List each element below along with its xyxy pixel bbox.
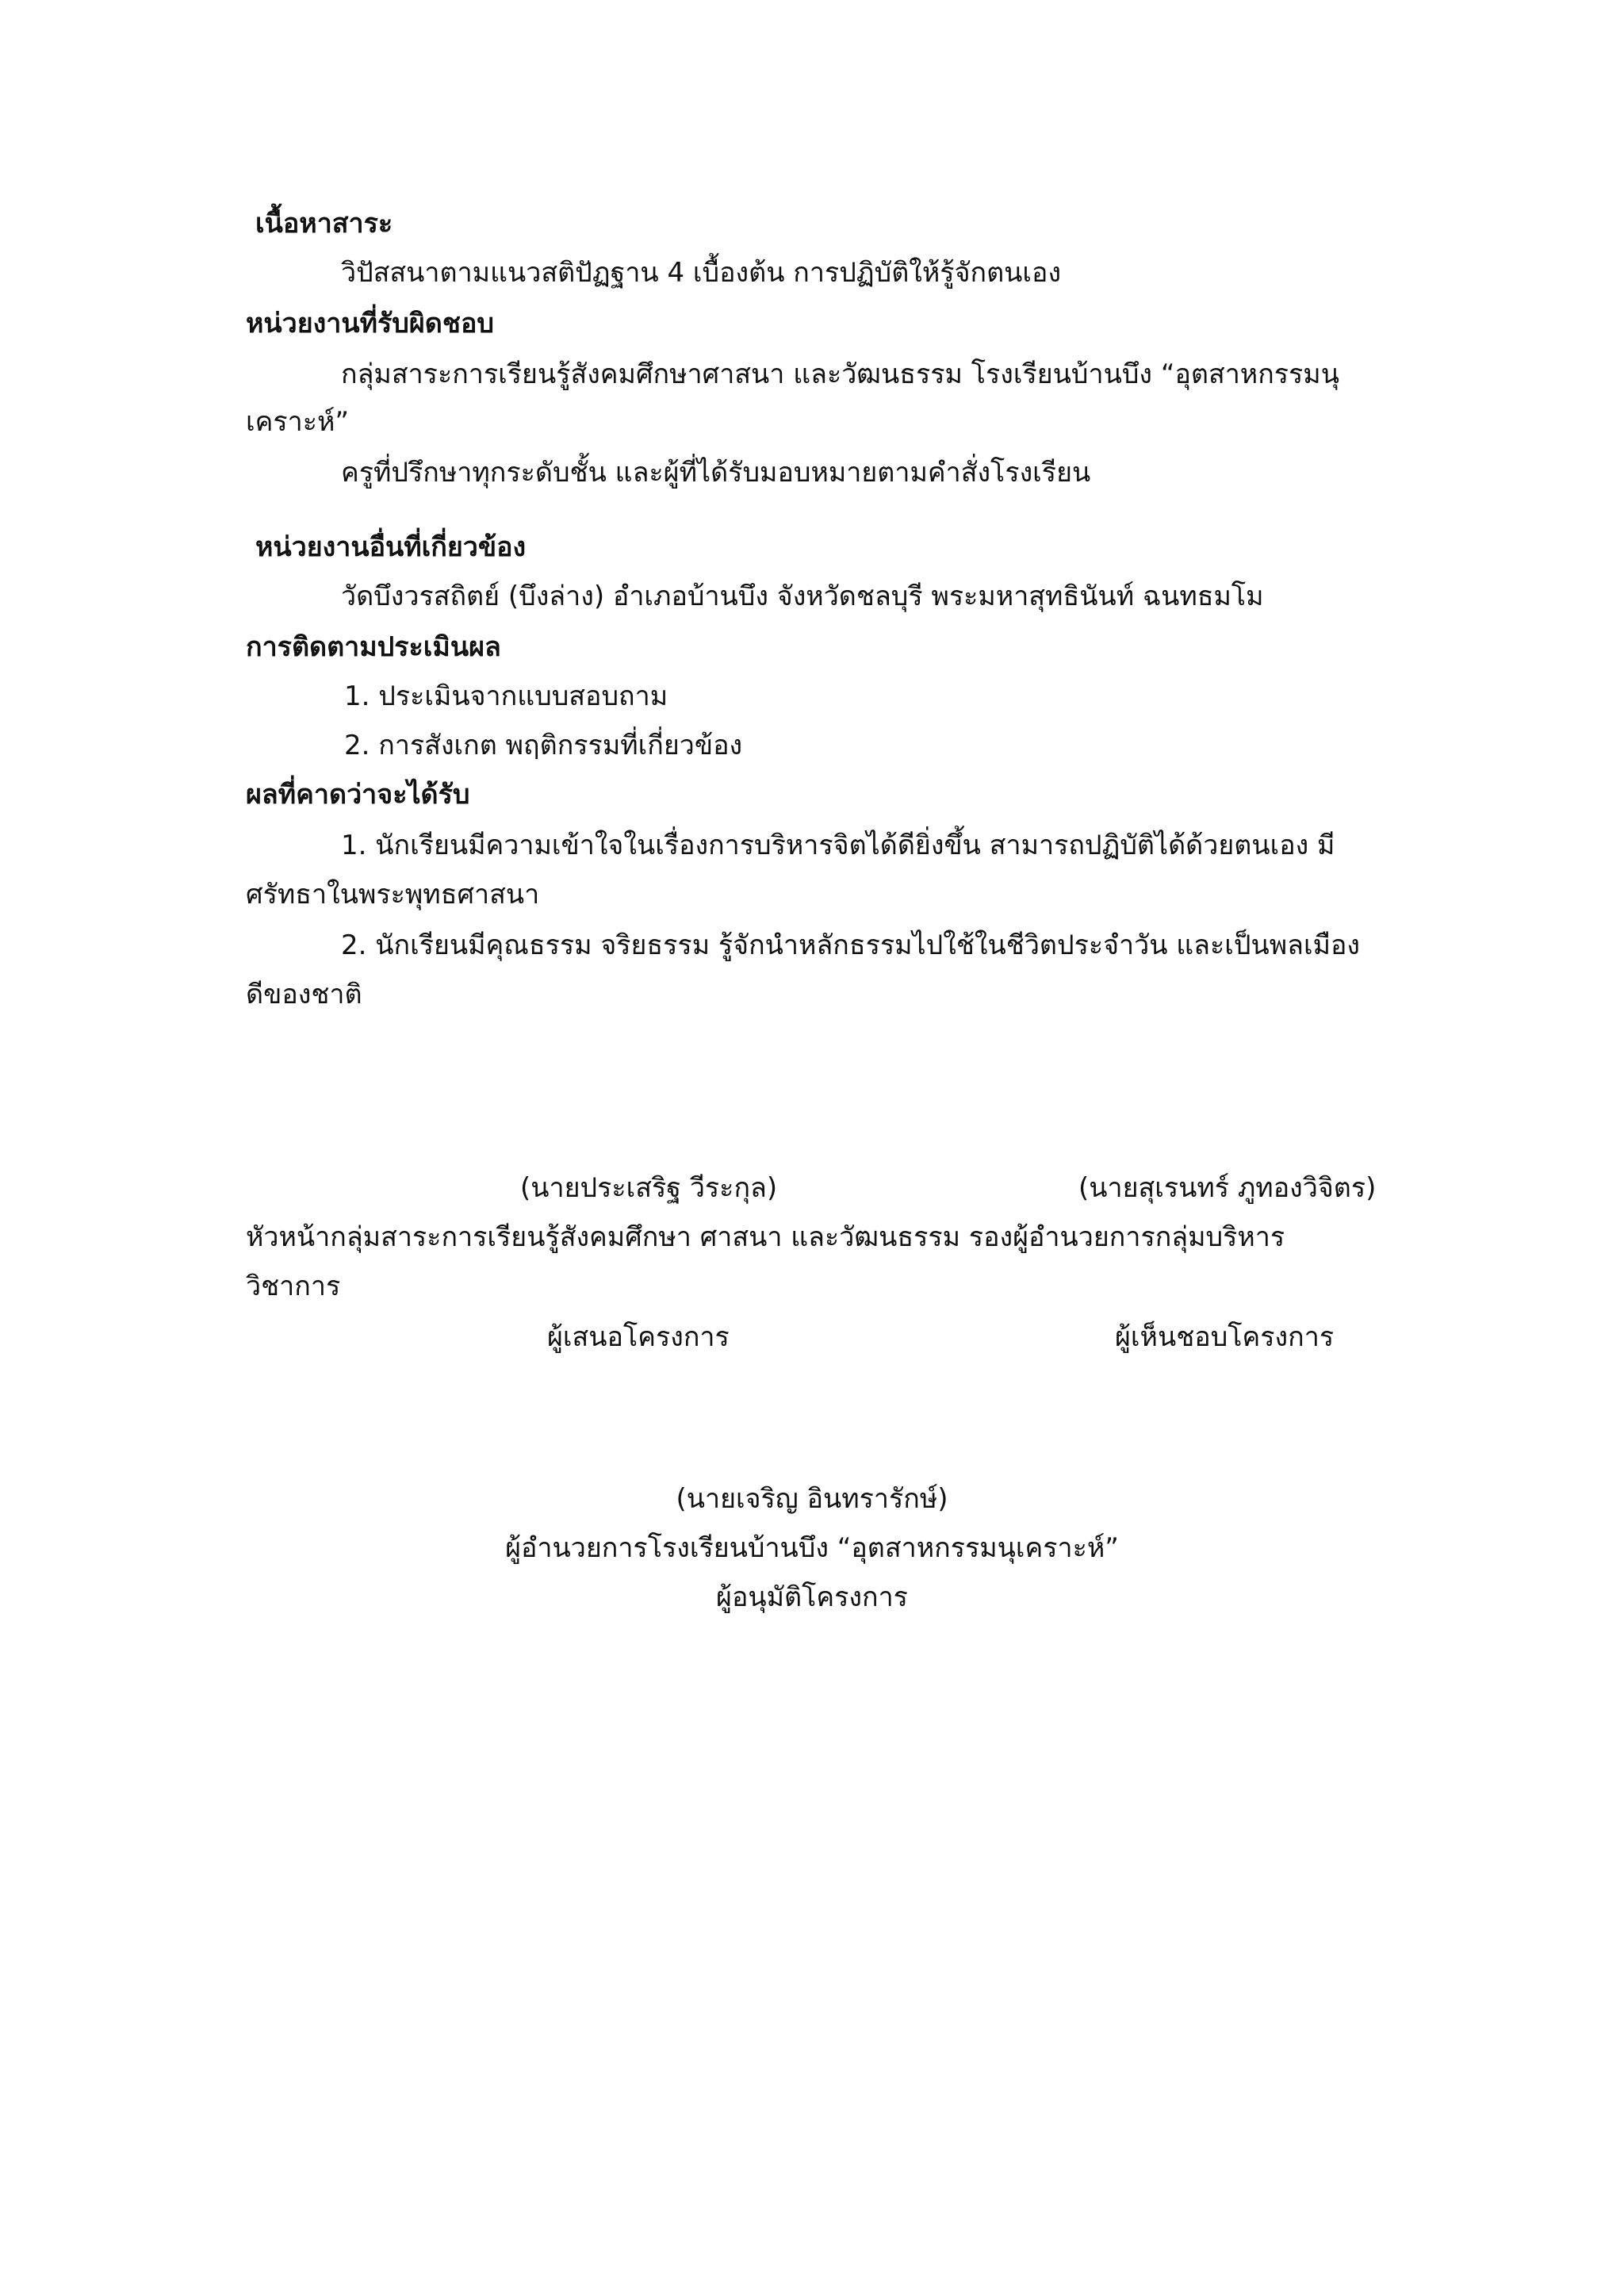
expected-item-1-cont: ศรัทธาในพระพุทธศาสนา bbox=[246, 879, 540, 910]
evaluation-item-2: 2. การสังเกต พฤติกรรมที่เกี่ยวข้อง bbox=[344, 730, 743, 761]
related-text: วัดบึงวรสถิตย์ (บึงล่าง) อำเภอบ้านบึง จังหวัดชลบุรี พระมหาสุทธินันท์ ฉนทธมโม bbox=[341, 581, 1264, 612]
content-heading: เนื้อหาสาระ bbox=[255, 208, 393, 240]
content-text: วิปัสสนาตามแนวสติปัฏฐาน 4 เบื้องต้น การปฏิบัติให้รู้จักตนเอง bbox=[341, 257, 1062, 289]
responsible-line2: ครูที่ปรึกษาทุกระดับชั้น และผู้ที่ได้รับมอบหมายตามคำสั่งโรงเรียน bbox=[341, 457, 1091, 489]
expected-item-2: 2. นักเรียนมีคุณธรรม จริยธรรม รู้จักนำหลักธรรมไปใช้ในชีวิตประจำวัน และเป็นพลเมือง bbox=[341, 930, 1361, 961]
signature-position-line: หัวหน้ากลุ่มสาระการเรียนรู้สังคมศึกษา ศาสนา และวัฒนธรรม รองผู้อำนวยการกลุ่มบริหาร bbox=[246, 1221, 1285, 1253]
responsible-line1: กลุ่มสาระการเรียนรู้สังคมศึกษาศาสนา และวัฒนธรรม โรงเรียนบ้านบึง “อุตสาหกรรมนุ bbox=[341, 358, 1339, 390]
responsible-heading: หน่วยงานที่รับผิดชอบ bbox=[246, 308, 494, 339]
director-name: (นายเจริญ อินทรารักษ์) bbox=[676, 1483, 948, 1515]
evaluation-heading: การติดตามประเมินผล bbox=[246, 631, 501, 663]
signature-right-name: (นายสุเรนทร์ ภูทองวิจิตร) bbox=[1078, 1172, 1377, 1204]
expected-item-1: 1. นักเรียนมีความเข้าใจในเรื่องการบริหารจิตได้ดียิ่งขึ้น สามารถปฏิบัติได้ด้วยตนเอง มี bbox=[341, 830, 1335, 861]
expected-item-2-cont: ดีของชาติ bbox=[246, 979, 362, 1010]
evaluation-item-1: 1. ประเมินจากแบบสอบถาม bbox=[344, 680, 668, 712]
signature-right-role: ผู้เห็นชอบโครงการ bbox=[1115, 1321, 1335, 1353]
expected-heading: ผลที่คาดว่าจะได้รับ bbox=[246, 779, 470, 811]
signature-left-name: (นายประเสริฐ วีระกุล) bbox=[520, 1172, 778, 1204]
director-position: ผู้อำนวยการโรงเรียนบ้านบึง “อุตสาหกรรมนุเคราะห์” bbox=[505, 1532, 1119, 1564]
director-role: ผู้อนุมัติโครงการ bbox=[716, 1581, 908, 1613]
related-heading: หน่วยงานอื่นที่เกี่ยวข้อง bbox=[255, 531, 527, 563]
signature-left-role: ผู้เสนอโครงการ bbox=[547, 1321, 730, 1353]
responsible-line1-cont: เคราะห์” bbox=[246, 406, 350, 438]
signature-position-line-cont: วิชาการ bbox=[246, 1271, 341, 1302]
